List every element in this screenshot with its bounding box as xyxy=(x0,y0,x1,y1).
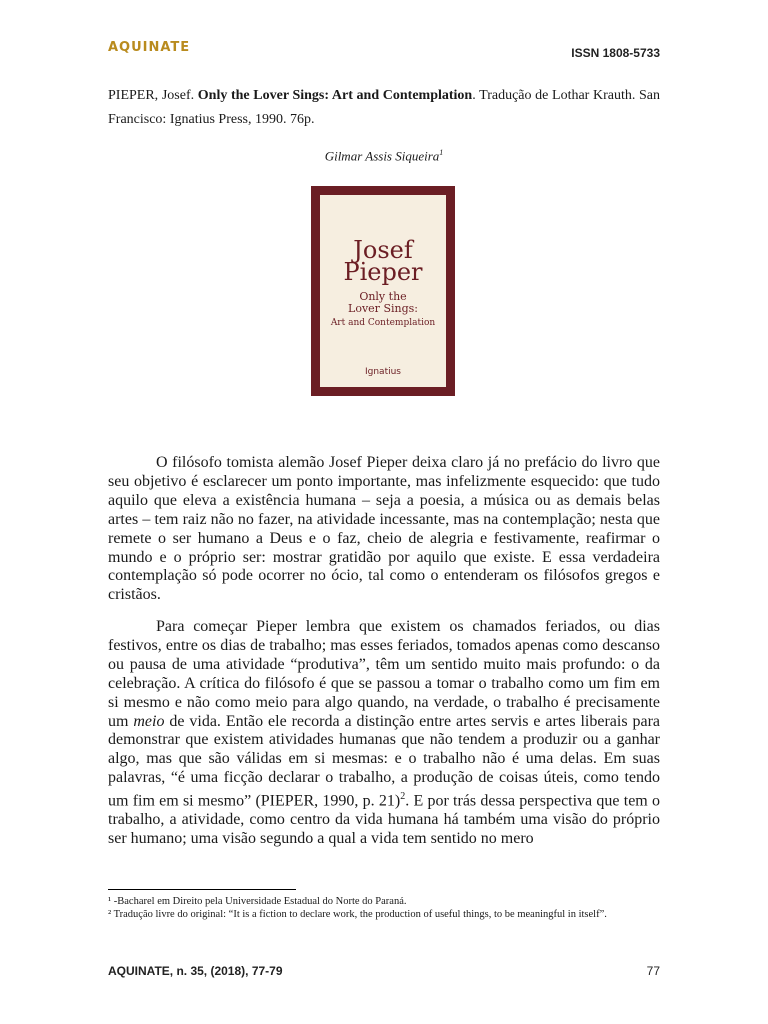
cover-subtitle-line: Art and Contemplation xyxy=(330,318,436,328)
reference-prefix: PIEPER, Josef. xyxy=(108,88,198,103)
cover-title xyxy=(320,236,446,286)
book-cover-image xyxy=(311,186,455,396)
review-author xyxy=(108,148,660,164)
cover-subtitle-line: Only the xyxy=(359,290,407,303)
journal-logo: AQUINATE xyxy=(108,40,191,55)
book-cover-paper xyxy=(320,195,446,387)
paragraph-text: de vida. Então ele recorda a distinção entre artes servis e artes liberais para demonstrar que existem atividades humanas que não tendem a produzir ou a ganhar algo, mas que são válidas em si mesmas: e o trabalho não é uma delas. Em suas palavras, “é uma ficção declarar o trabalho, a produção de coisas úteis, como tendo um fim em si mesmo” (PIEPER, 1990, p. 21) xyxy=(108,712,660,810)
footnote-2: ² Tradução livre do original: “It is a fiction to declare work, the production of useful things, to be meaningful in itself”. xyxy=(108,909,607,920)
body-paragraph: O filósofo tomista alemão Josef Pieper deixa claro já no prefácio do livro que seu objetivo é esclarecer um ponto importante, mas infelizmente esquecido: que tudo aquilo que eleva a existência humana – seja a poesia, a música ou as demais belas artes – tem raiz não no fazer, na atividade incessante, mas na contemplação; nesta que remete o ser humano a Deus e o faz, cheio de alegria e festivamente, reafirmar o mundo e o próprio ser: mostrar gratidão por aquilo que existe. E essa verdadeira contemplação só pode ocorrer no ócio, tal como o entenderam os filósofos gregos e cristãos. xyxy=(108,454,660,604)
footnote-divider xyxy=(108,889,296,890)
cover-title-line: Pieper xyxy=(343,258,423,286)
cover-title-line: Josef xyxy=(353,236,413,264)
footnote-marker: 2 xyxy=(400,791,406,803)
footnote-1: ¹ -Bacharel em Direito pela Universidade Estadual do Norte do Paraná. xyxy=(108,896,407,907)
body-paragraph xyxy=(108,618,660,849)
paragraph-text: Para começar Pieper lembra que existem os chamados feriados, ou dias festivos, entre os dias de trabalho; mas esses feriados, tomados apenas como descanso ou pausa de uma atividade “produtiva”, têm um sentido muito mais profundo: o da celebração. A crítica do filósofo é que se passou a tomar o trabalho como um fim em si mesmo e não como meio para algo quando, na verdade, o trabalho é precisamente um xyxy=(108,618,660,730)
reference-suffix: . Tradução de Lothar Krauth. San Francisco: Ignatius Press, 1990. 76p. xyxy=(108,88,661,127)
emphasized-word: meio xyxy=(133,712,165,730)
author-name: Gilmar Assis Siqueira xyxy=(324,148,440,164)
cover-subtitle-line: Lover Sings: xyxy=(348,302,418,315)
issn-label: ISSN 1808-5733 xyxy=(571,46,660,60)
footer-citation: AQUINATE, n. 35, (2018), 77-79 xyxy=(108,964,283,978)
page-number: 77 xyxy=(646,964,660,978)
paragraph-text: . E por trás dessa perspectiva que tem o trabalho, a atividade, como centro da vida humana há também uma visão do próprio ser humano; uma visão segundo a qual a vida tem sentido no mero xyxy=(108,792,660,848)
reference-title: Only the Lover Sings: Art and Contemplation xyxy=(197,88,473,103)
cover-publisher: Ignatius xyxy=(364,367,401,377)
cover-subtitle xyxy=(320,291,446,329)
book-reference xyxy=(108,84,660,132)
author-footnote-marker: 1 xyxy=(439,148,444,157)
